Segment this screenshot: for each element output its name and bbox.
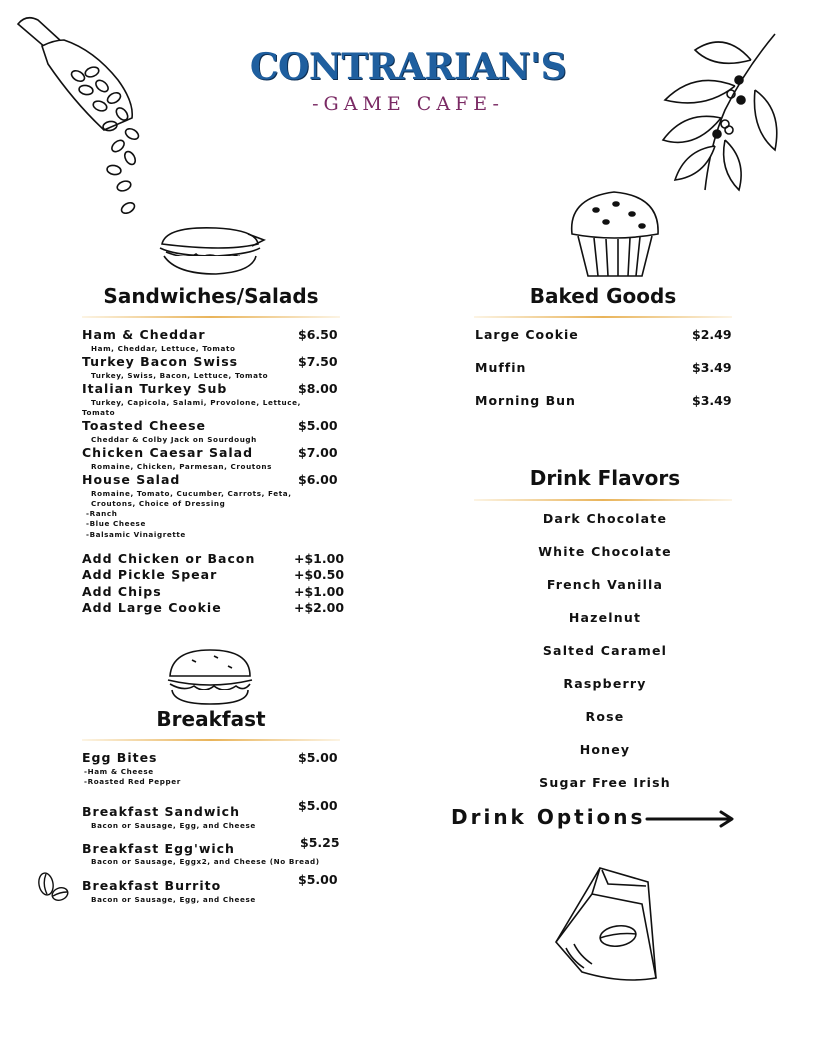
menu-item-name: Italian Turkey Sub xyxy=(82,381,228,396)
section-divider xyxy=(82,316,340,318)
menu-item-name: Breakfast Burrito xyxy=(82,878,222,893)
addon-price: +$1.00 xyxy=(294,584,345,599)
menu-item-price: $5.00 xyxy=(298,750,338,765)
menu-item-desc: Cheddar & Colby Jack on Sourdough xyxy=(91,435,257,444)
menu-item-price: $6.00 xyxy=(298,472,338,487)
flavor-item: White Chocolate xyxy=(538,544,672,559)
menu-item-price: $7.50 xyxy=(298,354,338,369)
addon-price: +$1.00 xyxy=(294,551,345,566)
section-title-breakfast: Breakfast xyxy=(156,707,266,731)
flavor-item: French Vanilla xyxy=(546,577,664,592)
menu-item-option: -Balsamic Vinaigrette xyxy=(86,530,186,539)
brand-logo: CONTRARIAN'S xyxy=(249,46,567,88)
menu-item-price: $7.00 xyxy=(298,445,338,460)
menu-item-option: -Blue Cheese xyxy=(86,519,146,528)
menu-item-price: $8.00 xyxy=(298,381,338,396)
menu-item-desc: Bacon or Sausage, Egg, and Cheese xyxy=(91,821,256,830)
menu-item-desc: Bacon or Sausage, Egg, and Cheese xyxy=(91,895,256,904)
menu-item-option: -Ham & Cheese xyxy=(84,767,154,776)
coffee-bag-icon xyxy=(552,864,662,988)
addon-name: Add Pickle Spear xyxy=(82,567,218,582)
menu-item-name: Chicken Caesar Salad xyxy=(82,445,254,460)
coffee-scoop-icon xyxy=(14,10,154,220)
section-title-baked-goods: Baked Goods xyxy=(529,284,677,308)
addon-name: Add Chicken or Bacon xyxy=(82,551,256,566)
flavor-item: Hazelnut xyxy=(568,610,642,625)
flavor-item: Raspberry xyxy=(563,676,647,691)
menu-item-option: -Ranch xyxy=(86,509,118,518)
addon-name: Add Large Cookie xyxy=(82,600,222,615)
menu-item-desc: Romaine, Chicken, Parmesan, Croutons xyxy=(91,462,272,471)
sandwich-icon xyxy=(156,222,268,278)
menu-item-desc: Romaine, Tomato, Cucumber, Carrots, Feta, xyxy=(91,489,292,498)
muffin-icon xyxy=(568,188,662,280)
menu-item-name: Breakfast Sandwich xyxy=(82,804,240,819)
menu-item-price: $5.00 xyxy=(298,418,338,433)
flavor-item: Rose xyxy=(585,709,625,724)
menu-item-name: Muffin xyxy=(475,360,527,375)
menu-item-price: $5.00 xyxy=(298,798,338,813)
addon-price: +$2.00 xyxy=(294,600,345,615)
menu-item-name: Egg Bites xyxy=(82,750,158,765)
menu-item-desc: Turkey, Capicola, Salami, Provolone, Lettuce, xyxy=(91,398,301,407)
menu-item-desc: Ham, Cheddar, Lettuce, Tomato xyxy=(91,344,236,353)
menu-item-price: $5.25 xyxy=(300,835,340,850)
flavor-item: Sugar Free Irish xyxy=(539,775,671,790)
menu-item-name: Ham & Cheddar xyxy=(82,327,206,342)
section-title-drink-flavors: Drink Flavors xyxy=(529,466,681,490)
menu-item-name: Turkey Bacon Swiss xyxy=(82,354,239,369)
arrow-right-icon xyxy=(645,809,737,829)
menu-item-name: Morning Bun xyxy=(475,393,576,408)
menu-item-price: $5.00 xyxy=(298,872,338,887)
flavor-item: Salted Caramel xyxy=(542,643,668,658)
menu-item-desc: Croutons, Choice of Dressing xyxy=(91,499,226,508)
menu-item-desc: Turkey, Swiss, Bacon, Lettuce, Tomato xyxy=(91,371,269,380)
flavor-item: Honey xyxy=(579,742,631,757)
menu-item-desc: Tomato xyxy=(82,408,116,417)
brand-subtitle: -GAME CAFE- xyxy=(312,93,504,115)
menu-item-name: House Salad xyxy=(82,472,181,487)
addon-name: Add Chips xyxy=(82,584,162,599)
menu-item-name: Large Cookie xyxy=(475,327,579,342)
menu-item-option: -Roasted Red Pepper xyxy=(84,777,181,786)
section-divider xyxy=(474,316,732,318)
menu-item-desc: Bacon or Sausage, Eggx2, and Cheese (No Bread) xyxy=(91,857,320,866)
breakfast-sandwich-icon xyxy=(164,646,256,706)
menu-item-name: Toasted Cheese xyxy=(82,418,207,433)
section-divider xyxy=(82,739,340,741)
menu-item-name: Breakfast Egg'wich xyxy=(82,841,235,856)
section-title-sandwiches: Sandwiches/Salads xyxy=(103,284,319,308)
menu-item-price: $2.49 xyxy=(692,327,732,342)
section-divider xyxy=(474,499,732,501)
addon-price: +$0.50 xyxy=(294,567,345,582)
menu-item-price: $3.49 xyxy=(692,393,732,408)
menu-item-price: $3.49 xyxy=(692,360,732,375)
menu-item-price: $6.50 xyxy=(298,327,338,342)
flavor-item: Dark Chocolate xyxy=(542,511,668,526)
drink-options-label: Drink Options xyxy=(451,805,646,829)
coffee-beans-icon xyxy=(34,870,74,906)
